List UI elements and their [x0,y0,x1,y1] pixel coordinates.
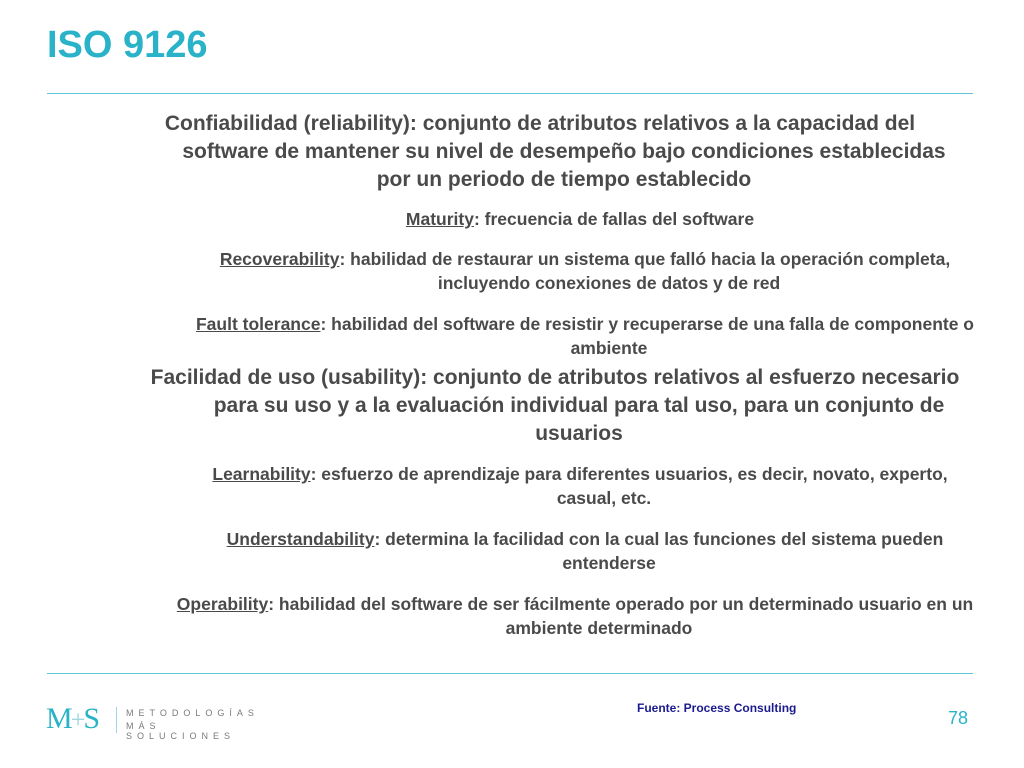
bottom-divider [47,673,973,674]
list-item-learnability: Learnability: esfuerzo de aprendizaje para diferentes usuarios, es decir, novato, experto, casual, etc. [212,464,948,508]
term-learnability: Learnability [212,464,311,484]
logo-line-1: METODOLOGÍAS [126,708,259,718]
list-item-recoverability: Recoverability: habilidad de restaurar un sistema que falló hacia la operación completa, incluyendo conexiones de datos y de red [219,249,951,293]
company-logo [46,700,261,741]
list-item-operability: Operability: habilidad del software de ser fácilmente operado por un determinado usuario en un ambiente determinado [176,594,974,638]
top-divider [47,93,973,94]
term-understandability: Understandability [226,529,375,549]
list-item-fault-tolerance: Fault tolerance: habilidad del software de resistir y recuperarse de una falla de componente o ambiente [195,314,974,358]
term-maturity: Maturity [405,209,474,229]
list-item-maturity: Maturity: frecuencia de fallas del software [405,209,755,229]
page-number: 78 [948,708,969,728]
term-fault-tolerance: Fault tolerance [195,314,321,334]
term-operability: Operability [176,594,269,614]
logo-line-2: MÁS SOLUCIONES [126,721,236,741]
term-recoverability: Recoverability [219,249,340,269]
slide-title: ISO 9126 [47,24,208,66]
section-heading-usability: Facilidad de uso (usability): conjunto de atributos relativos al esfuerzo necesario para su uso y a la evaluación individual para tal uso, para un conjunto de usuarios [150,366,960,445]
source-credit: Fuente: Process Consulting [637,701,797,715]
list-item-understandability: Understandability: determina la facilidad con la cual las funciones del sistema pueden entenderse [226,529,944,573]
logo-mark: M+S [46,702,99,735]
section-heading-reliability: Confiabilidad (reliability): conjunto de atributos relativos a la capacidad del software de mantener su nivel de desempeño bajo condiciones establecidas por un periodo de tiempo establecido [164,112,946,191]
logo-divider [116,707,117,733]
